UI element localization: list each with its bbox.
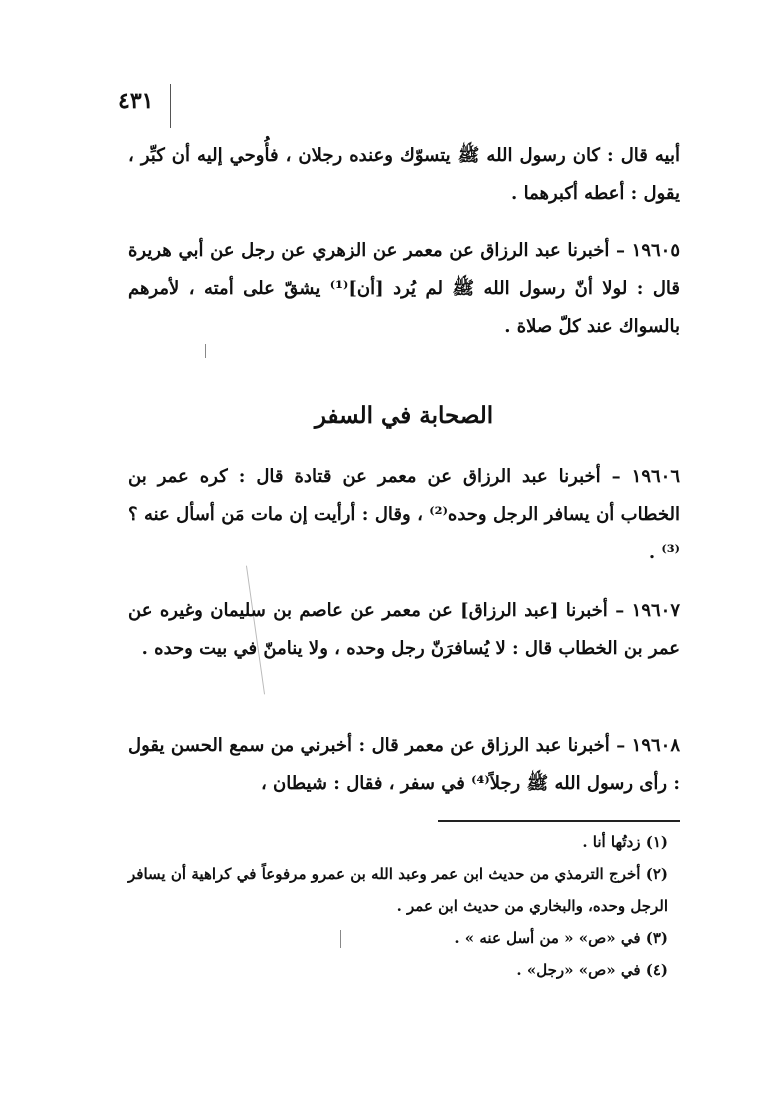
- header-divider: [170, 84, 171, 128]
- footnote-4: (٤) في «ص» «رجل» .: [516, 961, 668, 979]
- scan-artifact: [205, 344, 206, 358]
- footnote-3: (٣) في «ص» « من أسل عنه » .: [454, 929, 668, 947]
- footnote-separator: [438, 820, 680, 822]
- hadith-19605: ١٩٦٠٥ – أخبرنا عبد الرزاق عن معمر عن الزهري عن رجل عن أبي هريرة قال : لولا أنّ رسول الله ﷺ لم يُرد [أن]⁽¹⁾ يشقّ على أمته ، لأمرهم بالسواك عند كلّ صلاة .: [128, 240, 680, 337]
- footnote-1: (١) زدتُها أنا .: [582, 833, 668, 851]
- scan-artifact: [340, 930, 341, 948]
- paragraph-continuation: أبيه قال : كان رسول الله ﷺ يتسوّك وعنده رجلان ، فأُوحي إليه أن كبِّر ، يقول : أعطه أكبرهما .: [128, 145, 680, 204]
- section-heading: الصحابة في السفر: [314, 402, 494, 429]
- hadith-19608: ١٩٦٠٨ – أخبرنا عبد الرزاق عن معمر قال : أخبرني من سمع الحسن يقول : رأى رسول الله ﷺ رجلاً⁽⁴⁾ في سفر ، فقال : شيطان ،: [128, 735, 680, 794]
- hadith-19607: ١٩٦٠٧ – أخبرنا [عبد الرزاق] عن معمر عن عاصم بن سليمان وغيره عن عمر بن الخطاب قال : لا يُسافرَنّ رجل وحده ، ولا ينامنّ في بيت وحده .: [128, 600, 680, 659]
- hadith-19606: ١٩٦٠٦ – أخبرنا عبد الرزاق عن معمر عن قتادة قال : كره عمر بن الخطاب أن يسافر الرجل وحده⁽²⁾ ، وقال : أرأيت إن مات مَن أسأل عنه ؟⁽³⁾ .: [128, 466, 680, 563]
- footnote-2: (٢) أخرج الترمذي من حديث ابن عمر وعبد الله بن عمرو مرفوعاً في كراهية أن يسافر الرجل وحده، والبخاري من حديث ابن عمر .: [128, 865, 668, 915]
- footnotes: [128, 826, 680, 986]
- page-number: ٤٣١: [118, 88, 154, 114]
